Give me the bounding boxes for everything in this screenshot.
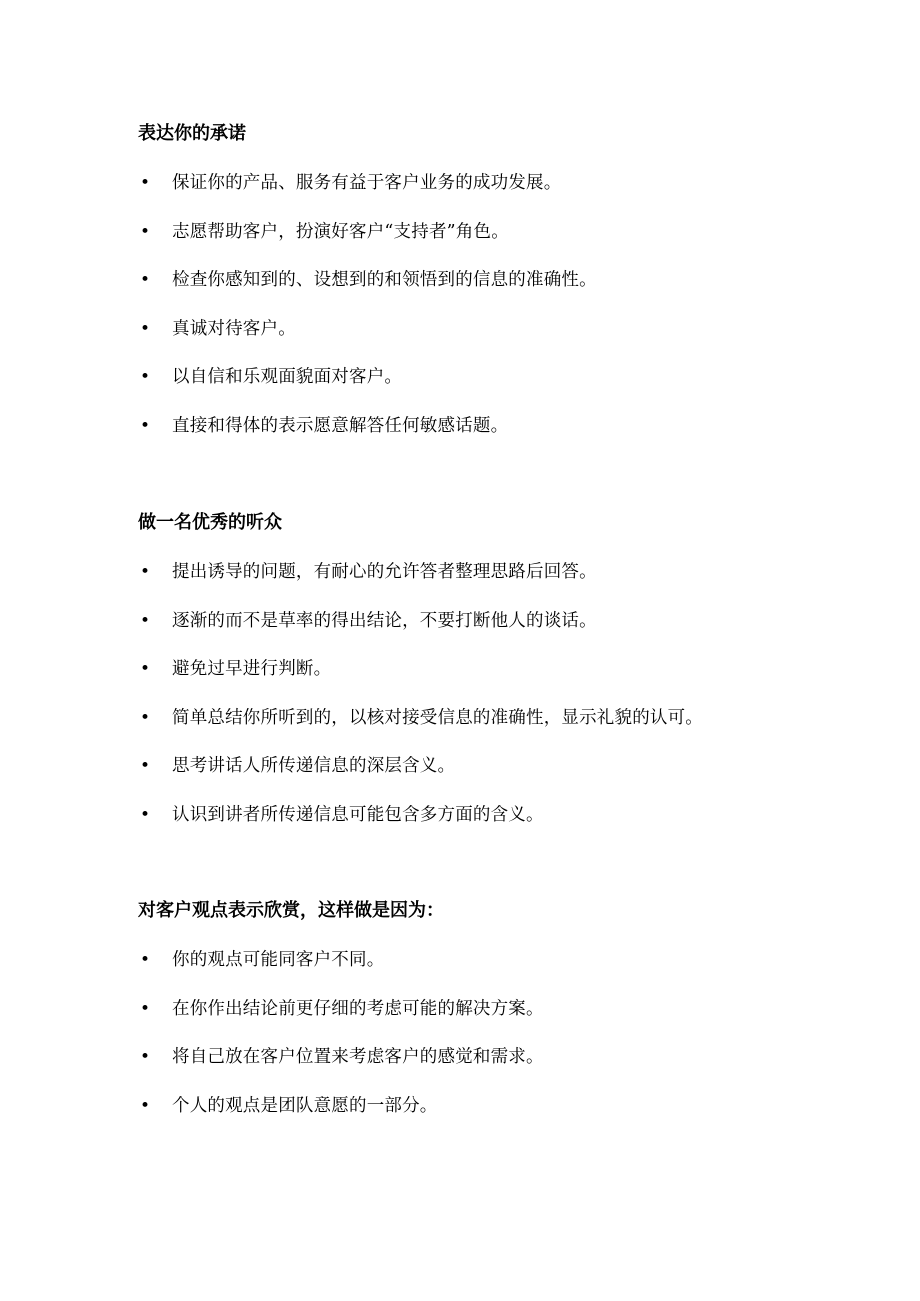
bullet-icon: • [140,367,151,387]
list-item-text: 逐渐的而不是草率的得出结论，不要打断他人的谈话。 [172,610,597,631]
bullet-icon: • [140,270,151,290]
list-item [138,414,898,463]
section-good-listener [138,511,898,851]
bullet-icon: • [140,950,151,970]
section-title: 做一名优秀的听众 [138,512,282,533]
list-item-text: 你的观点可能同客户不同。 [172,950,385,970]
list-item [138,317,898,366]
section-title: 表达你的承诺 [138,123,246,144]
list-item [138,997,898,1046]
list-item-text: 以自信和乐观面貌面对客户。 [172,367,403,387]
list-item [138,560,898,609]
list-item-text: 个人的观点是团队意愿的一部分。 [172,1095,438,1116]
list-item-text: 直接和得体的表示愿意解答任何敏感话题。 [172,415,509,436]
bullet-icon: • [140,173,151,193]
list-item-text: 在你作出结论前更仔细的考虑可能的解决方案。 [172,998,544,1019]
bullet-list [138,560,898,851]
list-item [138,1094,898,1143]
bullet-list [138,171,898,462]
bullet-icon: • [140,1047,151,1067]
bullet-icon: • [140,562,151,582]
list-item [138,171,898,220]
list-item-text: 志愿帮助客户，扮演好客户“支持者”角色。 [172,221,509,242]
bullet-icon: • [140,610,151,631]
list-item [138,657,898,706]
bullet-icon: • [140,659,151,679]
list-item-text: 保证你的产品、服务有益于客户业务的成功发展。 [172,173,562,193]
list-item-text: 检查你感知到的、设想到的和领悟到的信息的准确性。 [172,270,597,290]
list-item-text: 提出诱导的问题，有耐心的允许答者整理思路后回答。 [172,562,597,582]
bullet-icon: • [140,804,151,825]
bullet-icon: • [140,415,151,436]
list-item [138,948,898,997]
section-commitment [138,122,898,462]
list-item-text: 简单总结你所听到的，以核对接受信息的准确性，显示礼貌的认可。 [172,707,703,728]
section-title: 对客户观点表示欣赏，这样做是因为： [138,900,444,921]
bullet-icon: • [140,221,151,242]
section-appreciation [138,899,898,1142]
list-item-text: 认识到讲者所传递信息可能包含多方面的含义。 [172,804,544,825]
list-item [138,706,898,755]
list-item [138,1045,898,1094]
list-item-text: 思考讲话人所传递信息的深层含义。 [172,756,456,776]
list-item [138,268,898,317]
bullet-icon: • [140,318,151,339]
list-item-text: 真诚对待客户。 [172,318,296,339]
bullet-icon: • [140,756,151,776]
list-item-text: 避免过早进行判断。 [172,659,332,679]
list-item [138,803,898,852]
bullet-icon: • [140,1095,151,1116]
bullet-icon: • [140,998,151,1019]
list-item [138,609,898,658]
list-item [138,365,898,414]
list-item [138,220,898,269]
list-item-text: 将自己放在客户位置来考虑客户的感觉和需求。 [172,1047,544,1067]
bullet-list [138,948,898,1142]
bullet-icon: • [140,707,151,728]
list-item [138,754,898,803]
